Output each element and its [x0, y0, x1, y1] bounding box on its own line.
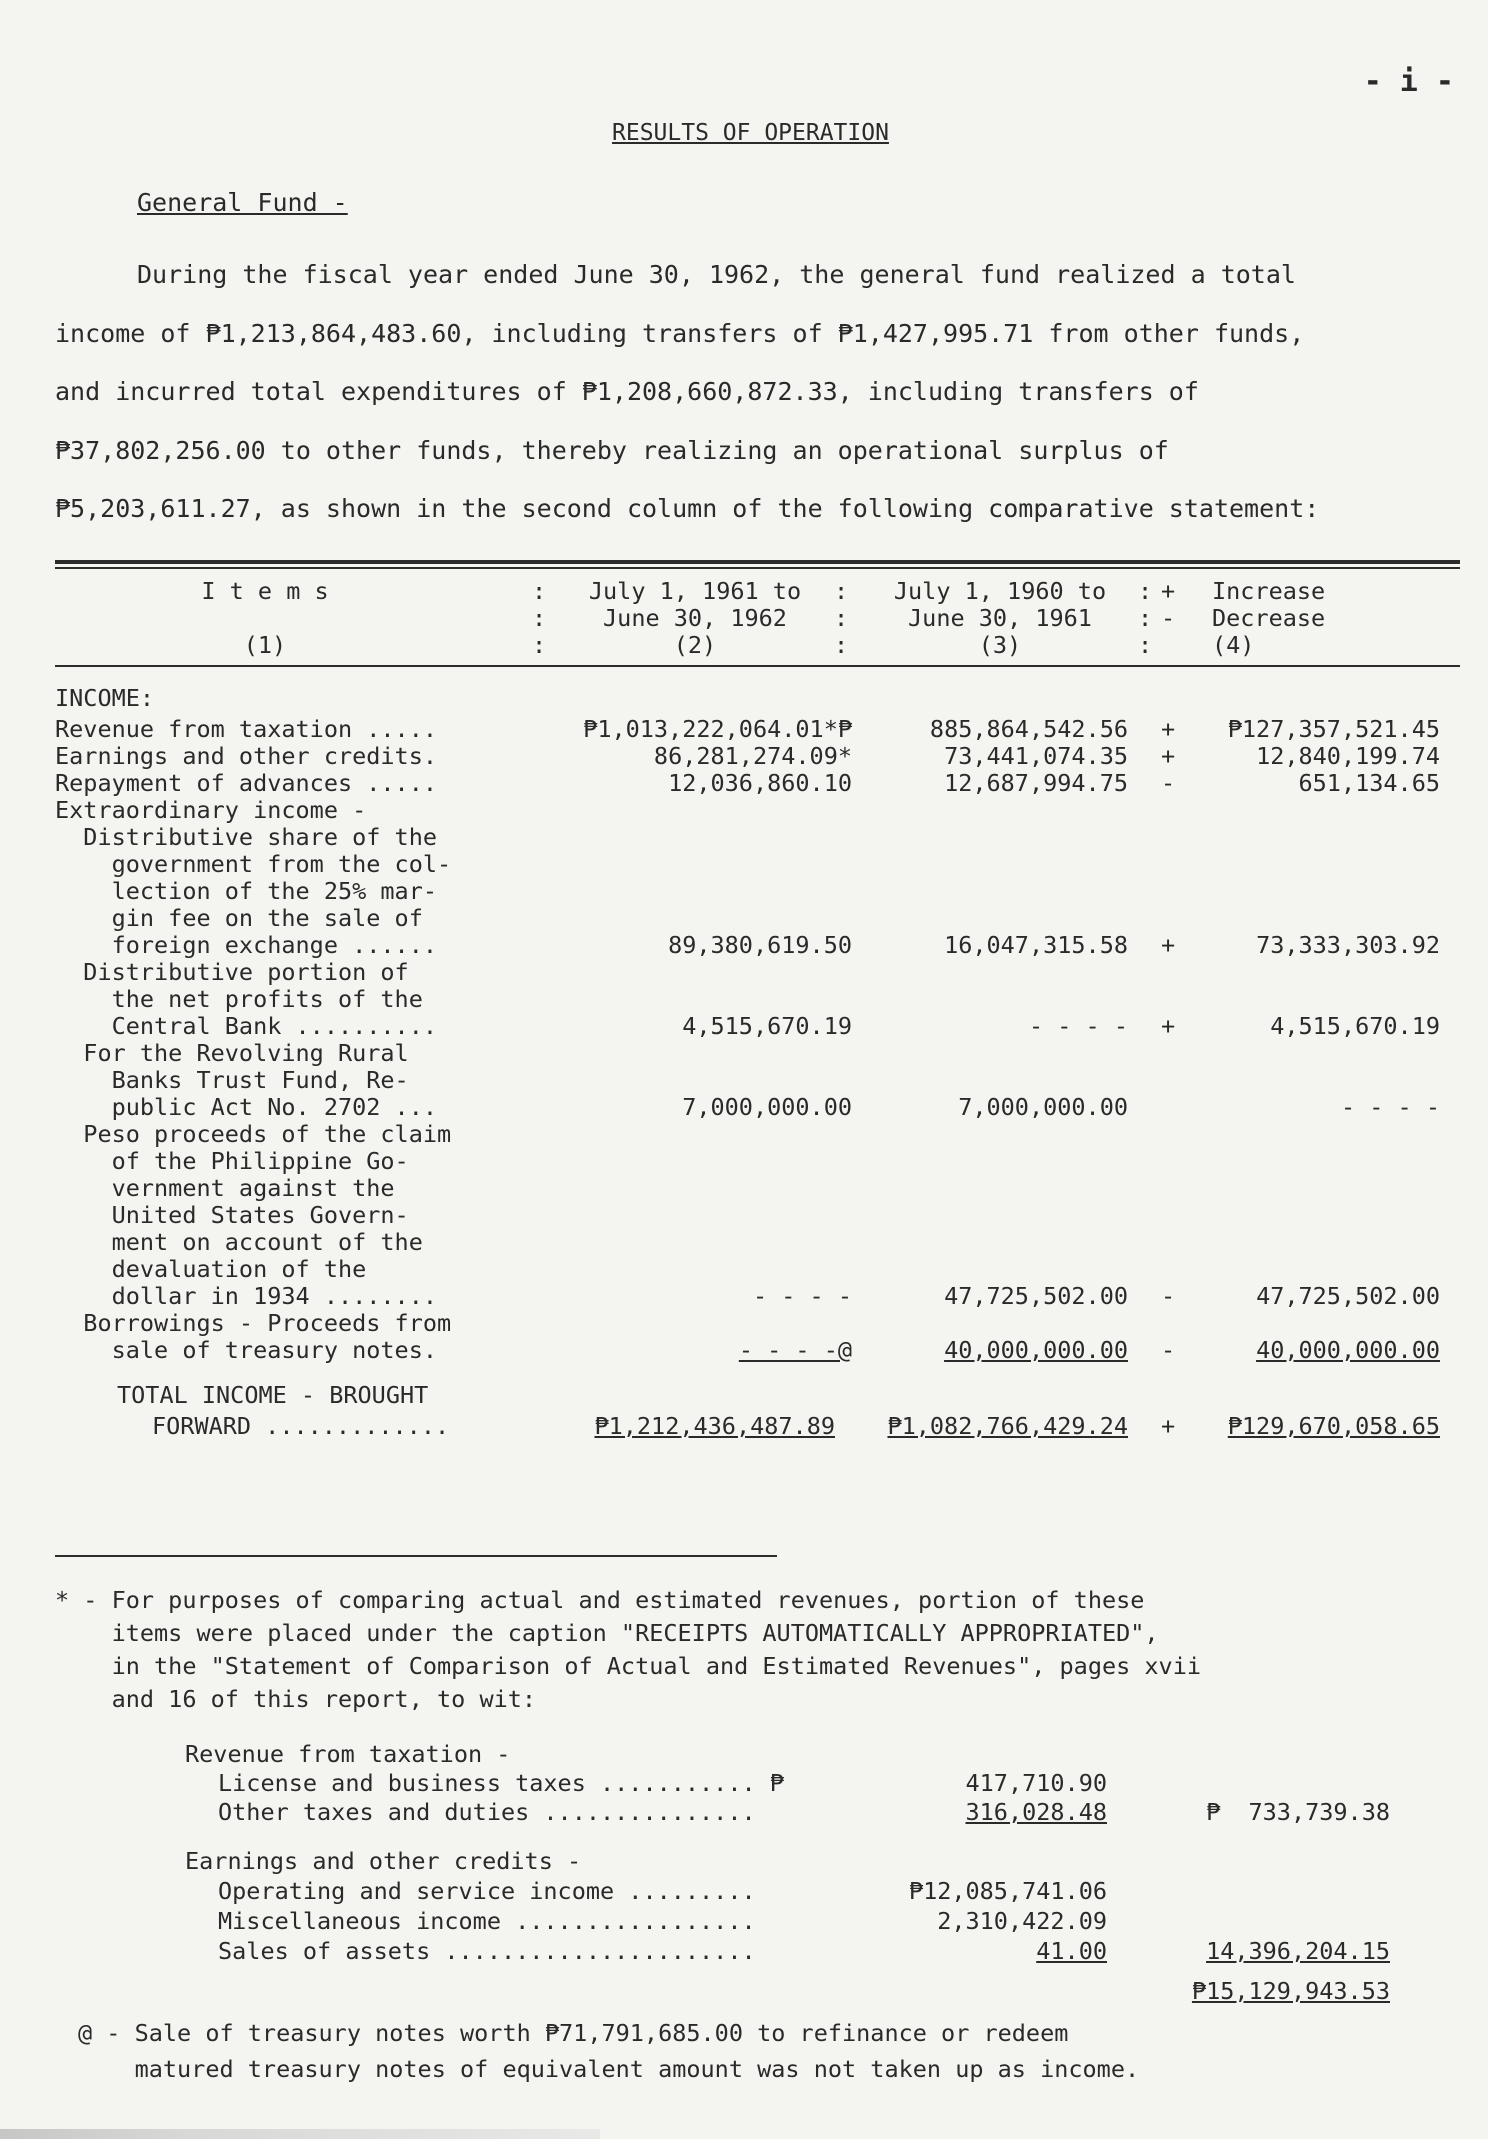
intro-paragraph — [55, 246, 1445, 539]
column-separator: : — [532, 604, 547, 632]
footnote-line: @ - Sale of treasury notes worth ₱71,791,685.00 to refinance or redeem — [78, 2019, 1069, 2047]
row-label: public Act No. 2702 ... — [55, 1093, 438, 1121]
footnote-subtotal: ₱ 733,739.38 — [1206, 1798, 1390, 1826]
cell-sign: - — [1161, 1336, 1176, 1364]
cell-previous-year: 47,725,502.00 — [944, 1282, 1128, 1310]
total-change: ₱129,670,058.65 — [1227, 1412, 1440, 1440]
column-separator: : — [532, 577, 547, 605]
row-label: government from the col- — [55, 850, 452, 878]
cell-change: 47,725,502.00 — [1256, 1282, 1440, 1310]
column-separator: : — [1138, 604, 1153, 632]
row-label: devaluation of the — [55, 1255, 367, 1283]
cell-sign: + — [1161, 1012, 1176, 1040]
cell-previous-year: - - - - — [1028, 1012, 1128, 1040]
row-label: foreign exchange ...... — [55, 931, 438, 959]
footnote-amount: 417,710.90 — [965, 1769, 1107, 1797]
column-header-sign: - — [1161, 604, 1176, 632]
footnote-line: in the "Statement of Comparison of Actual and Estimated Revenues", pages xvii — [55, 1652, 1202, 1680]
footnote-group-title: Earnings and other credits - — [185, 1847, 582, 1875]
column-header-current: June 30, 1962 — [603, 604, 787, 632]
cell-previous-year: 7,000,000.00 — [958, 1093, 1128, 1121]
cell-sign: - — [1161, 769, 1176, 797]
scan-artifact — [0, 2129, 600, 2139]
cell-previous-year: 40,000,000.00 — [944, 1336, 1128, 1364]
footnote-grand-total: ₱15,129,943.53 — [1191, 1977, 1390, 2005]
footnote-line: * - For purposes of comparing actual and estimated revenues, portion of these — [55, 1586, 1145, 1614]
footnote-line: items were placed under the caption "RECEIPTS AUTOMATICALLY APPROPRIATED", — [55, 1619, 1159, 1647]
column-header-previous: July 1, 1960 to — [893, 577, 1107, 605]
cell-current-year: ₱1,013,222,064.01*₱ — [583, 715, 852, 743]
footnote-item: Other taxes and duties ............... — [218, 1798, 756, 1826]
row-label: Banks Trust Fund, Re- — [55, 1066, 409, 1094]
row-label: Borrowings - Proceeds from — [55, 1309, 452, 1337]
footnote-amount: 316,028.48 — [965, 1798, 1107, 1826]
column-header-items: (1) — [243, 631, 287, 659]
cell-current-year: 7,000,000.00 — [682, 1093, 852, 1121]
total-sign: + — [1161, 1412, 1176, 1440]
row-label: For the Revolving Rural — [55, 1039, 409, 1067]
row-label: Earnings and other credits. — [55, 742, 438, 770]
table-top-rule-2 — [55, 567, 1460, 569]
table-top-rule-1 — [55, 560, 1460, 564]
column-separator: : — [834, 631, 849, 659]
row-label: ment on account of the — [55, 1228, 423, 1256]
intro-line: ₱5,203,611.27, as shown in the second column of the following comparative statement: — [55, 494, 1320, 523]
cell-change: ₱127,357,521.45 — [1227, 715, 1440, 743]
row-label: Extraordinary income - — [55, 796, 367, 824]
cell-previous-year: 12,687,994.75 — [944, 769, 1128, 797]
footnote-subtotal: 14,396,204.15 — [1206, 1937, 1390, 1965]
column-separator: : — [834, 604, 849, 632]
page-title: RESULTS OF OPERATION — [612, 120, 889, 146]
row-label: sale of treasury notes. — [55, 1336, 438, 1364]
column-header-items: I t e m s — [201, 577, 329, 605]
cell-sign: + — [1161, 931, 1176, 959]
cell-current-year: - - - -@ — [738, 1336, 852, 1364]
intro-line: income of ₱1,213,864,483.60, including transfers of ₱1,427,995.71 from other funds, — [55, 318, 1305, 348]
column-header-current: (2) — [673, 631, 717, 659]
cell-current-year: 89,380,619.50 — [668, 931, 852, 959]
footnote-amount: 41.00 — [1036, 1937, 1107, 1965]
cell-current-year: 86,281,274.09* — [653, 742, 852, 770]
row-label: dollar in 1934 ........ — [55, 1282, 438, 1310]
column-separator: : — [1138, 631, 1153, 659]
page-number: - i - — [1363, 64, 1454, 99]
footnote-line: and 16 of this report, to wit: — [55, 1685, 537, 1713]
cell-sign: + — [1161, 715, 1176, 743]
cell-change: 73,333,303.92 — [1256, 931, 1440, 959]
row-label: vernment against the — [55, 1174, 395, 1202]
row-label: of the Philippine Go- — [55, 1147, 409, 1175]
column-header-previous: (3) — [978, 631, 1022, 659]
cell-change: 12,840,199.74 — [1256, 742, 1440, 770]
column-header-previous: June 30, 1961 — [908, 604, 1092, 632]
column-separator: : — [532, 631, 547, 659]
column-separator: : — [834, 577, 849, 605]
footnote-rule — [55, 1555, 777, 1557]
column-header-change: Decrease — [1212, 604, 1326, 632]
section-heading: General Fund - — [137, 188, 348, 217]
footnote-amount: 2,310,422.09 — [937, 1907, 1107, 1935]
row-label: gin fee on the sale of — [55, 904, 423, 932]
row-label: Distributive portion of — [55, 958, 409, 986]
column-header-change: Increase — [1212, 577, 1326, 605]
cell-change: 4,515,670.19 — [1270, 1012, 1440, 1040]
cell-previous-year: 885,864,542.56 — [929, 715, 1128, 743]
total-label: FORWARD ............. — [152, 1412, 450, 1440]
cell-change: - - - - — [1340, 1093, 1440, 1121]
table-header-rule — [55, 665, 1460, 667]
footnote-item: Miscellaneous income ................. — [218, 1907, 756, 1935]
cell-sign: + — [1161, 742, 1176, 770]
footnote-item: Operating and service income ......... — [218, 1877, 756, 1905]
intro-line: ₱37,802,256.00 to other funds, thereby realizing an operational surplus of — [55, 435, 1169, 465]
intro-line: and incurred total expenditures of ₱1,208,660,872.33, including transfers of — [55, 377, 1199, 406]
income-label: INCOME: — [55, 684, 155, 712]
footnote-group-title: Revenue from taxation - — [185, 1740, 511, 1768]
row-label: the net profits of the — [55, 985, 423, 1013]
column-header-current: July 1, 1961 to — [588, 577, 802, 605]
row-label: Repayment of advances ..... — [55, 769, 438, 797]
total-label: TOTAL INCOME - BROUGHT — [117, 1381, 429, 1409]
cell-current-year: 4,515,670.19 — [682, 1012, 852, 1040]
cell-current-year: 12,036,860.10 — [668, 769, 852, 797]
footnote-item: License and business taxes ........... ₱ — [218, 1769, 784, 1797]
intro-line: During the fiscal year ended June 30, 1962, the general fund realized a total — [137, 260, 1296, 289]
footnote-amount: ₱12,085,741.06 — [908, 1877, 1107, 1905]
cell-sign: - — [1161, 1282, 1176, 1310]
cell-current-year: - - - - — [752, 1282, 852, 1310]
row-label: Peso proceeds of the claim — [55, 1120, 452, 1148]
total-previous-year: ₱1,082,766,429.24 — [887, 1412, 1128, 1440]
cell-change: 651,134.65 — [1298, 769, 1440, 797]
column-header-change: (4) — [1212, 631, 1255, 659]
row-label: lection of the 25% mar- — [55, 877, 438, 905]
column-header-sign: + — [1161, 577, 1176, 605]
cell-previous-year: 73,441,074.35 — [944, 742, 1128, 770]
total-current-year: ₱1,212,436,487.89 — [594, 1412, 835, 1440]
cell-previous-year: 16,047,315.58 — [944, 931, 1128, 959]
cell-change: 40,000,000.00 — [1256, 1336, 1440, 1364]
footnote-line: matured treasury notes of equivalent amount was not taken up as income. — [78, 2055, 1140, 2083]
column-separator: : — [1138, 577, 1153, 605]
row-label: Central Bank .......... — [55, 1012, 438, 1040]
row-label: Distributive share of the — [55, 823, 438, 851]
row-label: Revenue from taxation ..... — [55, 715, 438, 743]
footnote-item: Sales of assets ...................... — [218, 1937, 756, 1965]
row-label: United States Govern- — [55, 1201, 409, 1229]
